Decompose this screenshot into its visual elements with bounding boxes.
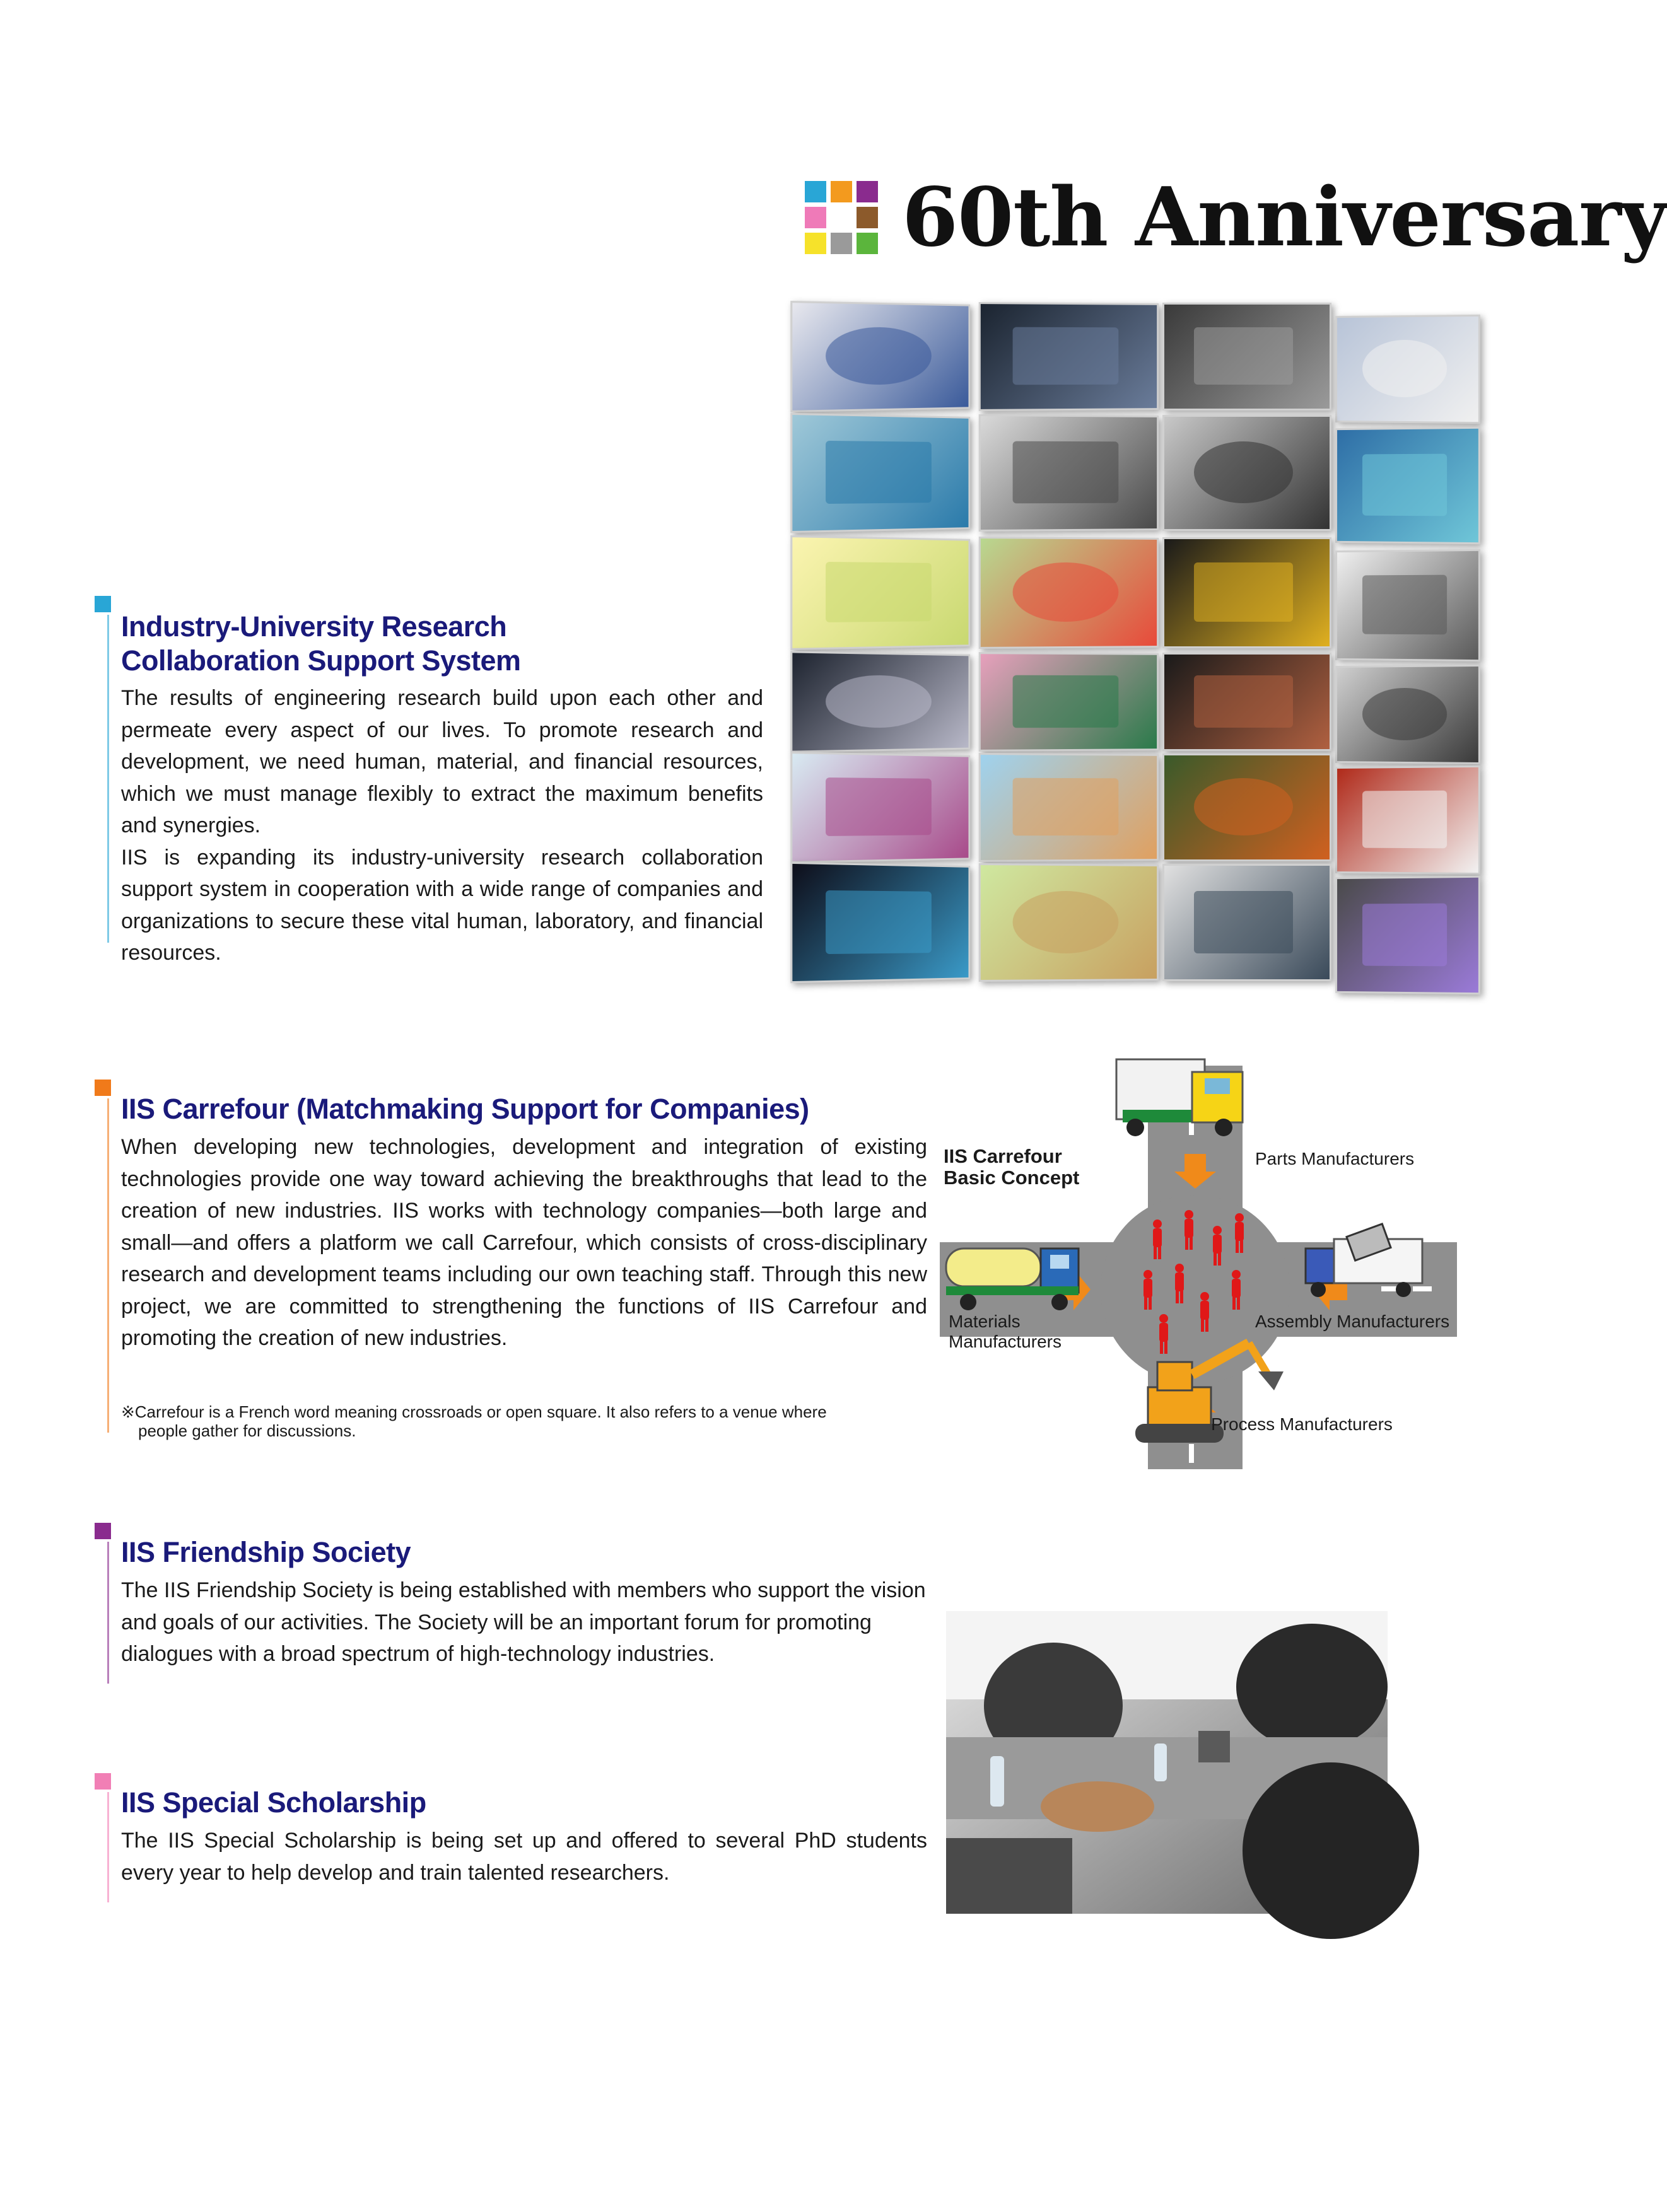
research-photo-tile [979,652,1159,752]
meeting-photo [946,1611,1388,1914]
logo-square [805,207,826,228]
section-rule [107,1098,109,1433]
business-meeting-image [946,1611,1388,1914]
research-photo-tile [1162,864,1331,981]
materials-manufacturers-label [949,1312,1062,1352]
research-photo-tile [1162,754,1331,861]
section-marker [95,596,111,612]
paragraph: IIS is expanding its industry-university research collaboration support system in cooperation with a wide range of companies and organizations to secure these vital human, laboratory, and financial resources. [121,845,763,965]
logo-square [805,181,826,202]
tile-detail [1013,327,1119,385]
section-body [121,682,763,969]
research-photo-tile [979,753,1159,862]
tile-detail [1362,688,1446,740]
research-photo-tile [979,537,1159,649]
assembly-manufacturers-label: Assembly Manufacturers [1255,1312,1450,1331]
research-photo-tile [1335,876,1480,995]
research-photo-tile [1335,549,1480,661]
research-photo-tile [1162,537,1331,648]
research-photo-tile [790,651,970,752]
section-body [121,1131,927,1354]
parts-manufacturers-label: Parts Manufacturers [1255,1149,1415,1168]
tile-detail [1013,778,1119,835]
paragraph: When developing new technologies, development and integration of existing technologies provide one way toward achieving the breakthroughs that lead to the creation of new industries. IIS works with technology companies—both large and small—and offers a platform we call Carrefour, which consists of cross-disciplinary research and development teams including our own teaching staff. Through this new project, we are committed to strengthening the functions of IIS Carrefour and promoting the creation of new industries. [121,1135,927,1350]
paragraph: The IIS Friendship Society is being established with members who support the vision and goals of our activities. The Society will be an important forum for promoting dialogues with a broad spectrum of high-technology industries. [121,1578,926,1666]
tile-detail [1013,441,1119,504]
research-photo-tile [790,301,970,412]
tile-detail [1194,675,1293,728]
tile-detail [826,562,932,622]
tile-detail [1194,327,1293,385]
tile-detail [826,890,932,954]
logo-square [831,233,852,254]
logo-square [831,207,852,228]
section-rule [107,1792,109,1902]
diagram-title-line: IIS Carrefour [944,1145,1062,1167]
title-line: Industry-University Research [121,610,507,643]
section-body [121,1575,944,1670]
section-title: IIS Friendship Society [121,1536,411,1568]
title-line: Collaboration Support System [121,644,521,677]
tile-detail [826,777,932,836]
logo-square [857,207,878,228]
tile-detail [1194,562,1293,622]
section-rule [107,1542,109,1684]
collaboration-section [95,596,763,974]
research-photo-collage [792,303,1476,1022]
diagram-title [944,1146,1079,1189]
research-photo-tile [1335,315,1480,424]
research-photo-tile [1162,303,1331,410]
research-photo-tile [790,752,970,863]
research-photo-tile [790,862,970,983]
research-photo-tile [979,302,1159,411]
footnote-line: people gather for discussions. [138,1421,356,1440]
paragraph: The IIS Special Scholarship is being set up and offered to several PhD students every year to help develop and train talented researchers. [121,1829,927,1885]
research-photo-tile [1162,415,1331,531]
carrefour-section [95,1080,927,1458]
tile-detail [826,675,932,728]
section-title: IIS Carrefour (Matchmaking Support for Companies) [121,1093,809,1125]
research-photo-tile [979,863,1159,982]
research-photo-tile [790,413,970,533]
tile-detail [1194,778,1293,835]
anniversary-logo [805,181,878,254]
carrefour-diagram [933,1059,1470,1469]
footnote [121,1402,941,1440]
logo-square [831,181,852,202]
tile-detail [1362,903,1446,966]
section-rule [107,615,109,943]
section-marker [95,1080,111,1096]
crossroads-illustration [933,1059,1470,1469]
research-photo-tile [1335,765,1480,875]
paragraph: The results of engineering research build upon each other and permeate every aspect of our lives. To promote research and development, we need human, material, and financial resources, which we must manage flexibly to extract the maximum benefits and synergies. [121,686,763,837]
section-marker [95,1773,111,1790]
roundabout [1101,1195,1290,1384]
logo-square [857,181,878,202]
tile-detail [1362,575,1446,634]
tile-detail [1194,441,1293,503]
tile-detail [1362,340,1446,397]
tile-detail [1362,791,1446,848]
logo-square [857,233,878,254]
section-body [121,1825,927,1889]
research-photo-tile [1335,665,1480,764]
research-photo-tile [790,535,970,650]
section-marker [95,1523,111,1539]
research-photo-tile [1335,427,1480,545]
section-title [121,610,689,678]
tile-detail [1013,675,1119,728]
footnote-line: ※Carrefour is a French word meaning crossroads or open square. It also refers to a venue where [121,1402,827,1421]
tile-detail [1194,891,1293,953]
research-photo-tile [1162,653,1331,751]
tile-detail [826,327,932,385]
tile-detail [826,441,932,504]
section-title: IIS Special Scholarship [121,1786,426,1819]
tile-detail [1013,562,1119,622]
logo-square [805,233,826,254]
tile-detail [1013,890,1119,953]
tile-detail [1362,454,1446,516]
page-title: 60th Anniversary [902,170,1667,265]
label-line: Manufacturers [949,1332,1062,1351]
label-line: Materials [949,1312,1021,1331]
research-photo-tile [979,414,1159,532]
scholarship-section [95,1773,933,1931]
process-manufacturers-label: Process Manufacturers [1211,1414,1393,1434]
friendship-section [95,1523,933,1712]
diagram-title-line: Basic Concept [944,1167,1080,1189]
